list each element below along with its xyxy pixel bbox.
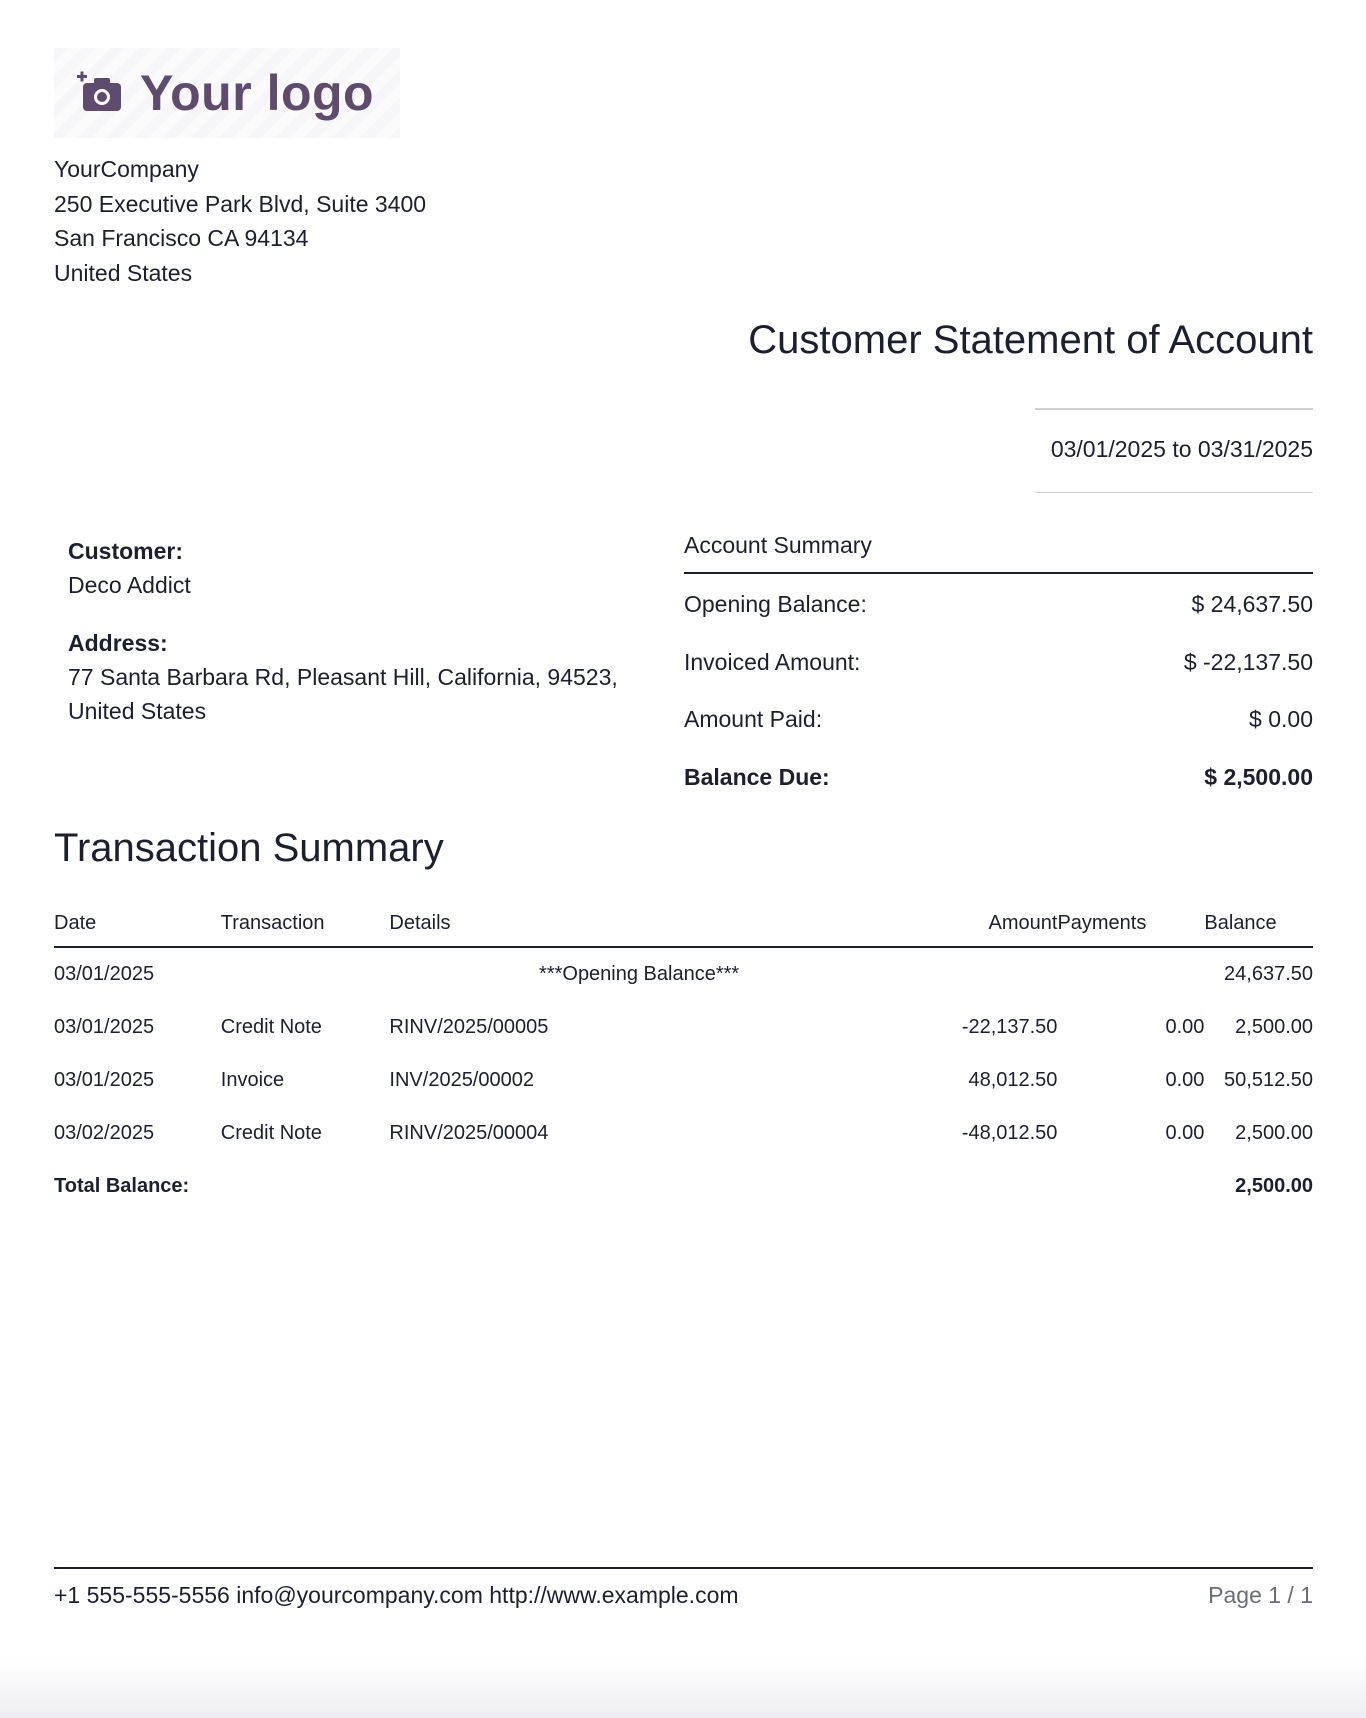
row-value: $ -22,137.50 (1183, 648, 1313, 675)
column-header-date: Date (54, 900, 221, 947)
table-row (54, 1054, 1313, 1107)
transaction-table (54, 900, 1313, 1213)
table-header-row (54, 900, 1313, 947)
total-balance-label: Total Balance: (54, 1175, 190, 1197)
cell-payments: 0.00 (1165, 1069, 1205, 1091)
cell-payments: 0.00 (1165, 1016, 1205, 1038)
row-value: $ 2,500.00 (1204, 763, 1313, 790)
company-name: YourCompany (54, 156, 199, 182)
cell-details: RINV/2025/00005 (389, 1016, 549, 1038)
table-row (54, 1107, 1313, 1160)
statement-period: 03/01/2025 to 03/31/2025 (1050, 436, 1313, 462)
page-bottom-shadow (0, 1658, 1366, 1718)
cell-date: 03/01/2025 (54, 1016, 155, 1038)
total-balance-value: 2,500.00 (1235, 1175, 1313, 1197)
company-street: 250 Executive Park Blvd, Suite 3400 (54, 190, 427, 217)
page-number: Page 1 / 1 (1208, 1582, 1313, 1608)
row-label: Invoiced Amount: (684, 648, 861, 675)
period-divider-bottom (1035, 492, 1313, 493)
account-summary-heading: Account Summary (684, 528, 1313, 574)
cell-amount: -22,137.50 (961, 1016, 1058, 1038)
period-divider-top (1035, 408, 1313, 410)
column-header-details: Details (389, 900, 643, 947)
cell-transaction: Credit Note (220, 1122, 322, 1144)
customer-block (68, 534, 628, 728)
balance-due-row (684, 749, 1313, 807)
row-label: Opening Balance: (684, 591, 867, 617)
cell-amount: -48,012.50 (961, 1122, 1058, 1144)
footer-contact: +1 555-555-5556 info@yourcompany.com http://www.example.com (54, 1582, 739, 1608)
address-line-2: United States (68, 698, 207, 724)
company-logo (54, 48, 400, 138)
company-address (54, 152, 426, 290)
total-balance-row (54, 1160, 1313, 1213)
cell-details: ***Opening Balance*** (539, 963, 740, 985)
cell-details: INV/2025/00002 (389, 1069, 534, 1091)
column-header-amount: Amount (644, 900, 1058, 947)
cell-balance: 2,500.00 (1235, 1122, 1313, 1144)
cell-balance: 24,637.50 (1224, 963, 1313, 985)
table-row (54, 1001, 1313, 1054)
opening-balance-row (684, 576, 1313, 634)
cell-date: 03/01/2025 (54, 1069, 155, 1091)
cell-transaction: Invoice (220, 1069, 285, 1091)
amount-paid-row (684, 691, 1313, 749)
column-header-transaction: Transaction (221, 900, 390, 947)
column-header-balance: Balance (1204, 900, 1313, 947)
cell-amount: 48,012.50 (968, 1069, 1058, 1091)
cell-balance: 2,500.00 (1235, 1016, 1313, 1038)
transaction-summary-heading: Transaction Summary (54, 826, 444, 870)
address-label: Address: (68, 630, 168, 656)
cell-date: 03/01/2025 (54, 963, 155, 985)
company-city: San Francisco CA 94134 (54, 225, 309, 251)
cell-date: 03/02/2025 (54, 1122, 155, 1144)
cell-payments: 0.00 (1165, 1122, 1205, 1144)
account-summary (684, 528, 1313, 806)
opening-balance-row (54, 947, 1313, 1001)
cell-balance: 50,512.50 (1224, 1069, 1313, 1091)
customer-name: Deco Addict (68, 572, 191, 598)
row-value: $ 0.00 (1249, 706, 1313, 732)
document-title: Customer Statement of Account (748, 318, 1313, 362)
footer-divider (54, 1567, 1313, 1569)
cell-details: RINV/2025/00004 (389, 1122, 549, 1144)
logo-text: Your logo (140, 65, 375, 121)
camera-add-icon (76, 68, 126, 118)
column-header-payments: Payments (1057, 900, 1204, 947)
row-value: $ 24,637.50 (1191, 591, 1313, 617)
cell-transaction: Credit Note (220, 1016, 322, 1038)
company-country: United States (54, 259, 193, 286)
row-label: Balance Due: (684, 763, 830, 790)
address-line-1: 77 Santa Barbara Rd, Pleasant Hill, California, 94523, (68, 664, 618, 690)
row-label: Amount Paid: (684, 706, 823, 732)
invoiced-amount-row (684, 634, 1313, 692)
customer-label: Customer: (68, 538, 184, 564)
